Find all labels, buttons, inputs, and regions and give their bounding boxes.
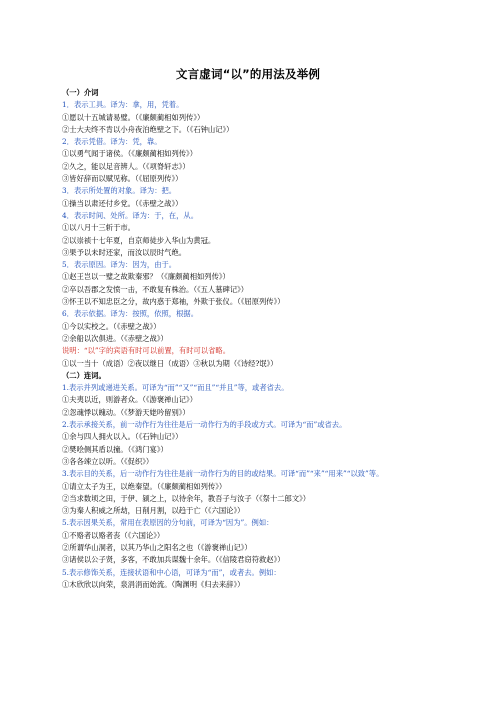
example-line: ②士大夫终不肯以小舟夜泊绝壁之下。（《石钟山记》） <box>62 124 234 134</box>
example-line: ③果予以未时还家，而汝以辰时气绝。 <box>62 247 187 257</box>
example-line: ②余船以次俱进。（《赤壁之战》） <box>62 333 168 343</box>
example-line: ①木欣欣以向荣，泉涓涓而始流。（陶渊明《归去来辞》） <box>62 579 245 589</box>
example-line: ③诸侯以公子贤，多客，不敢加兵谋魏十余年。（《信陵君窃符救赵》） <box>62 555 285 565</box>
example-line: ①以一当十（成语）②夜以继日（成语）③秋以为期（《诗经?氓》） <box>62 358 278 368</box>
example-line: ③为秦人积威之所劫，日削月割，以趋于亡（《六国论》） <box>62 506 245 516</box>
usage-heading: 5.表示修饰关系，连接状语和中心语，可译为“而”，或者去。例如： <box>62 567 281 577</box>
example-line: ②当求数顷之田，于伊、颍之上，以待余年，教吾子与汝子（《祭十二郎文》） <box>62 493 311 503</box>
example-line: ②忽魂悸以魄动。（《梦游天姥吟留别》） <box>62 407 190 417</box>
example-line: ①今以实校之。（《赤壁之战》） <box>62 321 161 331</box>
example-line: ②所谓华山洞者，以其乃华山之阳名之也（《游褒禅山记》） <box>62 542 252 552</box>
page-title: 文言虚词“以”的用法及举例 <box>175 67 321 81</box>
example-line: ①余与四人拥火以入。（《石钟山记》） <box>62 432 183 442</box>
section-heading: （一）介词 <box>62 88 99 97</box>
usage-heading: 5.表示因果关系，常用在表原因的分句前，可译为“因为”。例如： <box>62 518 274 528</box>
usage-heading: 2．表示凭借。译为：凭，靠。 <box>62 137 162 147</box>
example-line: ②樊哙侧其盾以撞。（《鸿门宴》） <box>62 444 168 454</box>
example-line: ①请立太子为王，以绝秦望。（《廉颇蔺相如列传》） <box>62 481 227 491</box>
example-line: ①不赂者以赂者丧（《六国论》） <box>62 530 165 540</box>
example-line: ①操当以肃还付乡党。（《赤壁之战》） <box>62 198 183 208</box>
example-line: ③皆好辞而以赋见称。（《屈原列传》） <box>62 174 183 184</box>
usage-heading: 3.表示目的关系，后一动作行为往往是前一动作行为的目的或结果。可译“而”“来”“用来”“以致”等。 <box>62 469 384 479</box>
example-line: ②久之，能以足音辨人。（《项脊轩志》） <box>62 161 190 171</box>
usage-heading: 1.表示并列或递进关系。可译为“而”“又”“而且”“并且”等，或者省去。 <box>62 383 289 393</box>
usage-heading: 4．表示时间、处所。译为：于，在，从。 <box>62 210 198 220</box>
note-line: 说明：“以”字的宾语有时可以前置，有时可以省略。 <box>62 346 230 356</box>
usage-heading: 2.表示承接关系，前一动作行为往往是后一动作行为的手段或方式。可译为“而”或省去。 <box>62 420 347 430</box>
example-line: ①赵王岂以一璧之故欺秦邪？（《廉颇蔺相如列传》） <box>62 272 230 282</box>
example-line: ②卒以吾郡之发愤一击，不敢复有株治。（《五人墓碑记》） <box>62 284 249 294</box>
usage-heading: 6．表示依据。译为：按照，依照，根据。 <box>62 309 198 319</box>
document-body <box>62 87 442 591</box>
usage-heading: 1．表示工具。译为：拿，用，凭着。 <box>62 100 184 110</box>
example-line: ③各各竦立以听。（《促织》） <box>62 456 154 466</box>
example-line: ①以勇气闻于诸侯。（《廉颇蔺相如列传》） <box>62 149 197 159</box>
example-line: ③怀王以不知忠臣之分，故内惑于郑袖，外欺于张仪。（《屈原列传》） <box>62 297 285 307</box>
example-line: ①以八月十三斩于市。 <box>62 223 135 233</box>
example-line: ②以崇祯十七年夏，自京师徒步入华山为黄冠。 <box>62 235 216 245</box>
section-heading: （二）连词。 <box>62 370 106 380</box>
example-line: ①愿以十五城请易璧。（《廉颇蔺相如列传》） <box>62 112 205 122</box>
example-line: ①夫夷以近，则游者众。（《游褒禅山记》） <box>62 395 197 405</box>
usage-heading: 3．表示所处置的对象。译为：把。 <box>62 186 177 196</box>
usage-heading: 5．表示原因。译为：因为，由于。 <box>62 260 177 270</box>
